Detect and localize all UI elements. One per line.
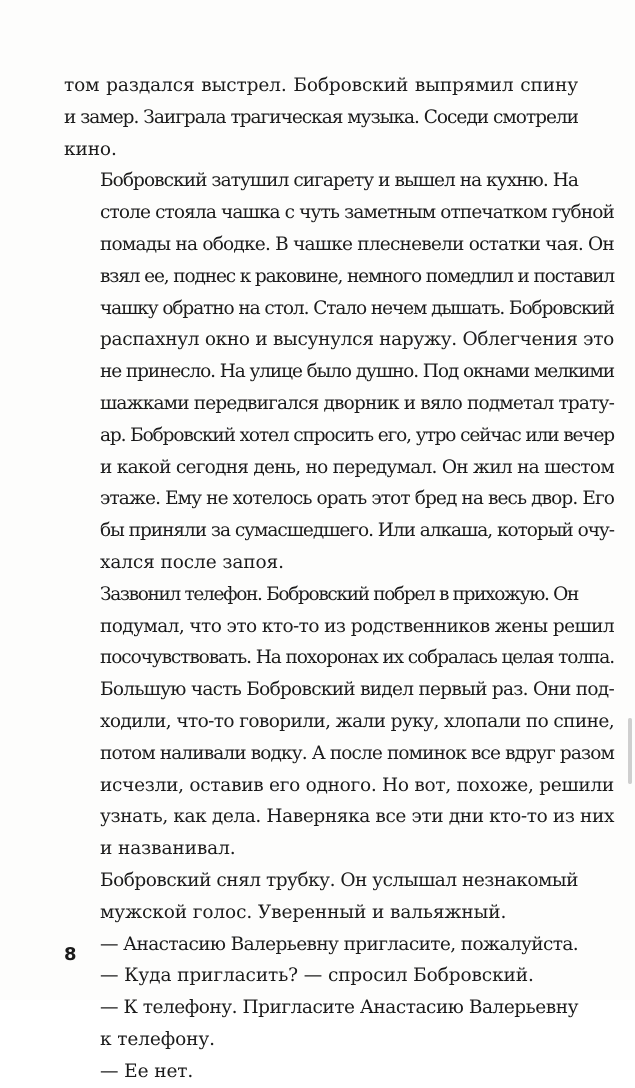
text-line: — К телефону. Пригласите Анастасию Валерьевну	[100, 997, 578, 1019]
text-line: помады на ободке. В чашке плесневели остатки чая. Он	[100, 233, 614, 255]
paragraph	[64, 929, 578, 961]
text-line: кино.	[64, 138, 117, 160]
paragraph	[64, 1056, 578, 1088]
text-line: этаже. Ему не хотелось орать этот бред на весь двор. Его	[100, 488, 614, 510]
paragraph	[64, 165, 614, 578]
body-text	[64, 70, 615, 1088]
paragraph	[64, 865, 578, 929]
paragraph	[64, 992, 578, 1056]
text-line: Большую часть Бобровский видел первый раз. Они под-	[100, 679, 614, 701]
text-line: потом наливали водку. А после поминок все вдруг разом	[100, 742, 614, 764]
text-line: подумал, что это кто-то из родственников жены решил	[100, 615, 614, 637]
text-line: шажками передвигался дворник и вяло подметал трату-	[100, 392, 614, 414]
paragraph	[64, 579, 615, 865]
text-line: столе стояла чашка с чуть заметным отпечатком губной	[100, 202, 614, 224]
text-line: узнать, как дела. Наверняка все эти дни кто-то из них	[100, 806, 614, 828]
text-line: чашку обратно на стол. Стало нечем дышать. Бобровский	[100, 297, 614, 319]
text-line: ар. Бобровский хотел спросить его, утро сейчас или вечер	[100, 424, 614, 446]
page-edge-shadow	[628, 718, 632, 784]
text-line: — Анастасию Валерьевну пригласите, пожалуйста.	[100, 933, 578, 955]
text-line: хался после запоя.	[100, 551, 284, 573]
text-line: Бобровский затушил сигарету и вышел на кухню. На	[100, 170, 578, 192]
text-line: бы приняли за сумасшедшего. Или алкаша, который очу-	[100, 520, 614, 542]
text-line: — Куда пригласить? — спросил Бобровский.	[100, 965, 534, 987]
text-line: к телефону.	[100, 1028, 215, 1050]
text-line: — Ее нет.	[100, 1060, 194, 1082]
page-number: 8	[64, 944, 77, 965]
text-line: ходили, что-то говорили, жали руку, хлопали по спине,	[100, 710, 615, 732]
text-line: исчезли, оставив его одного. Но вот, похоже, решили	[100, 774, 614, 796]
text-line: том раздался выстрел. Бобровский выпрямил спину	[64, 75, 578, 96]
text-line: и какой сегодня день, но передумал. Он жил на шестом	[100, 456, 614, 478]
text-line: и названивал.	[100, 838, 236, 860]
text-line: не принесло. На улице было душно. Под окнами мелкими	[100, 361, 614, 383]
text-line: мужской голос. Уверенный и вальяжный.	[100, 901, 507, 923]
text-line: посочувствовать. На похоронах их собралась целая толпа.	[100, 647, 614, 669]
text-line: Бобровский снял трубку. Он услышал незнакомый	[100, 869, 578, 891]
paragraph	[64, 960, 578, 992]
paragraph	[64, 70, 578, 165]
text-line: и замер. Заиграла трагическая музыка. Соседи смотрели	[64, 106, 578, 128]
text-line: Зазвонил телефон. Бобровский побрел в прихожую. Он	[100, 583, 578, 605]
text-line: взял ее, поднес к раковине, немного помедлил и поставил	[100, 265, 614, 287]
text-line: распахнул окно и высунулся наружу. Облегчения это	[100, 329, 614, 351]
